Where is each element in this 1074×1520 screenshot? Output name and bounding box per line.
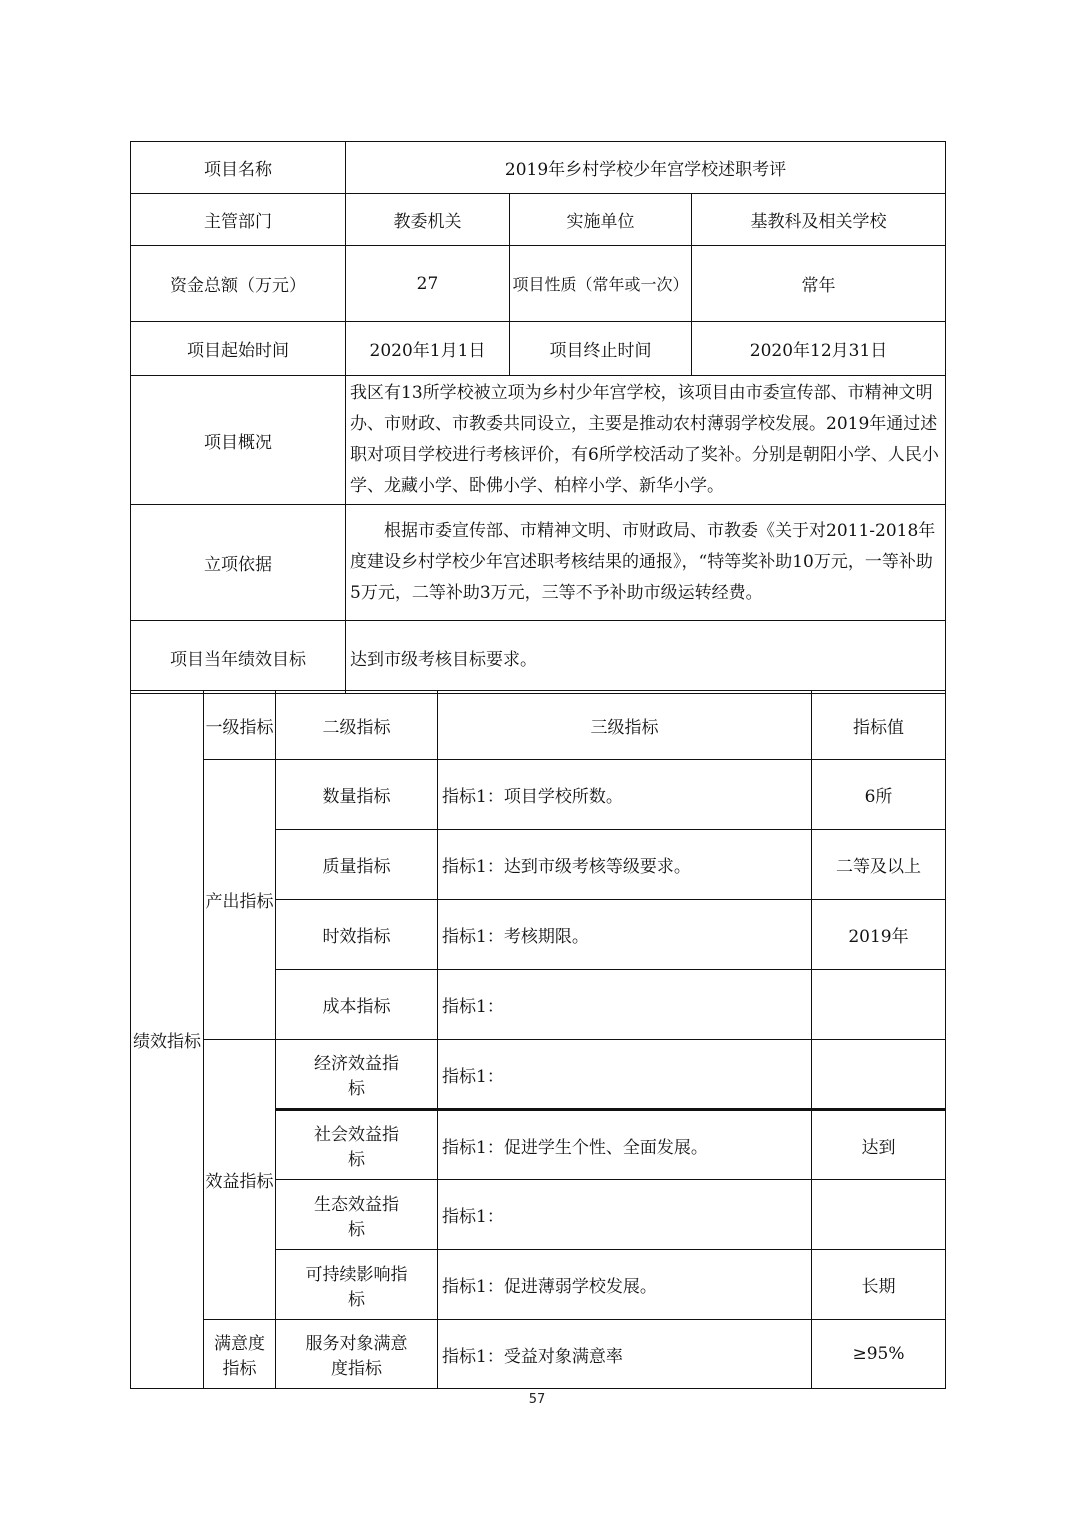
level2-cell: 社会效益指标: [276, 1110, 438, 1180]
nature-label: 项目性质（常年或一次）: [510, 246, 692, 322]
dept-value: 教委机关: [346, 194, 510, 246]
level2-cell: 经济效益指标: [276, 1040, 438, 1110]
head-level2: 二级指标: [276, 691, 438, 760]
row-department: [131, 194, 946, 246]
level2-cell: 生态效益指标: [276, 1180, 438, 1250]
project-name-label: 项目名称: [131, 142, 346, 194]
project-info-table: [130, 141, 946, 694]
nature-value: 常年: [692, 246, 946, 322]
level2-cell: 数量指标: [276, 760, 438, 830]
level3-cell: 指标1：项目学校所数。: [438, 760, 812, 830]
level3-cell: 指标1：: [438, 1180, 812, 1250]
fund-value: 27: [346, 246, 510, 322]
goal-label: 项目当年绩效目标: [131, 621, 346, 694]
end-label: 项目终止时间: [510, 322, 692, 376]
table-row: [131, 760, 946, 830]
level3-cell: 指标1：: [438, 970, 812, 1040]
head-level3: 三级指标: [438, 691, 812, 760]
row-dates: [131, 322, 946, 376]
value-cell: [812, 1040, 946, 1110]
group-label: 绩效指标: [131, 691, 204, 1389]
value-cell: 长期: [812, 1250, 946, 1320]
row-overview: [131, 376, 946, 505]
table-row: [131, 1320, 946, 1389]
output-label: 产出指标: [204, 760, 276, 1040]
satisfaction-label: 满意度指标: [204, 1320, 276, 1389]
level2-cell: 成本指标: [276, 970, 438, 1040]
level3-cell: 指标1：达到市级考核等级要求。: [438, 830, 812, 900]
row-project-name: [131, 142, 946, 194]
row-goal: [131, 621, 946, 694]
value-cell: 6所: [812, 760, 946, 830]
indicator-header-row: [131, 691, 946, 760]
fund-label: 资金总额（万元）: [131, 246, 346, 322]
head-level1: 一级指标: [204, 691, 276, 760]
level2-cell: 服务对象满意度指标: [276, 1320, 438, 1389]
level2-cell: 时效指标: [276, 900, 438, 970]
value-cell: 2019年: [812, 900, 946, 970]
table-row: [131, 1040, 946, 1110]
level3-cell: 指标1：促进学生个性、全面发展。: [438, 1110, 812, 1180]
head-value: 指标值: [812, 691, 946, 760]
value-cell: 二等及以上: [812, 830, 946, 900]
value-cell: 达到: [812, 1110, 946, 1180]
level3-cell: 指标1：考核期限。: [438, 900, 812, 970]
value-cell: [812, 1180, 946, 1250]
project-name-value: 2019年乡村学校少年宫学校述职考评: [346, 142, 946, 194]
impl-label: 实施单位: [510, 194, 692, 246]
level2-cell: 质量指标: [276, 830, 438, 900]
level3-cell: 指标1：促进薄弱学校发展。: [438, 1250, 812, 1320]
row-fund: [131, 246, 946, 322]
value-cell: ≥95%: [812, 1320, 946, 1389]
level3-cell: 指标1：: [438, 1040, 812, 1110]
indicator-table: [130, 690, 946, 1389]
goal-text: 达到市级考核目标要求。: [346, 621, 946, 694]
benefit-label: 效益指标: [204, 1040, 276, 1320]
end-value: 2020年12月31日: [692, 322, 946, 376]
value-cell: [812, 970, 946, 1040]
impl-value: 基教科及相关学校: [692, 194, 946, 246]
level2-cell: 可持续影响指标: [276, 1250, 438, 1320]
page-number: 57: [528, 1392, 546, 1407]
basis-text: 根据市委宣传部、市精神文明、市财政局、市教委《关于对2011-2018年度建设乡村学校少年宫述职考核结果的通报》，“特等奖补助10万元，一等补助5万元，二等补助3万元，三等不予补助市级运转经费。: [346, 505, 946, 621]
row-basis: [131, 505, 946, 621]
overview-text: 我区有13所学校被立项为乡村少年宫学校，该项目由市委宣传部、市精神文明办、市财政、市教委共同设立，主要是推动农村薄弱学校发展。2019年通过述职对项目学校进行考核评价，有6所学校活动了奖补。分别是朝阳小学、人民小学、龙藏小学、卧佛小学、柏梓小学、新华小学。: [346, 376, 946, 505]
start-label: 项目起始时间: [131, 322, 346, 376]
start-value: 2020年1月1日: [346, 322, 510, 376]
basis-label: 立项依据: [131, 505, 346, 621]
level3-cell: 指标1：受益对象满意率: [438, 1320, 812, 1389]
dept-label: 主管部门: [131, 194, 346, 246]
overview-label: 项目概况: [131, 376, 346, 505]
